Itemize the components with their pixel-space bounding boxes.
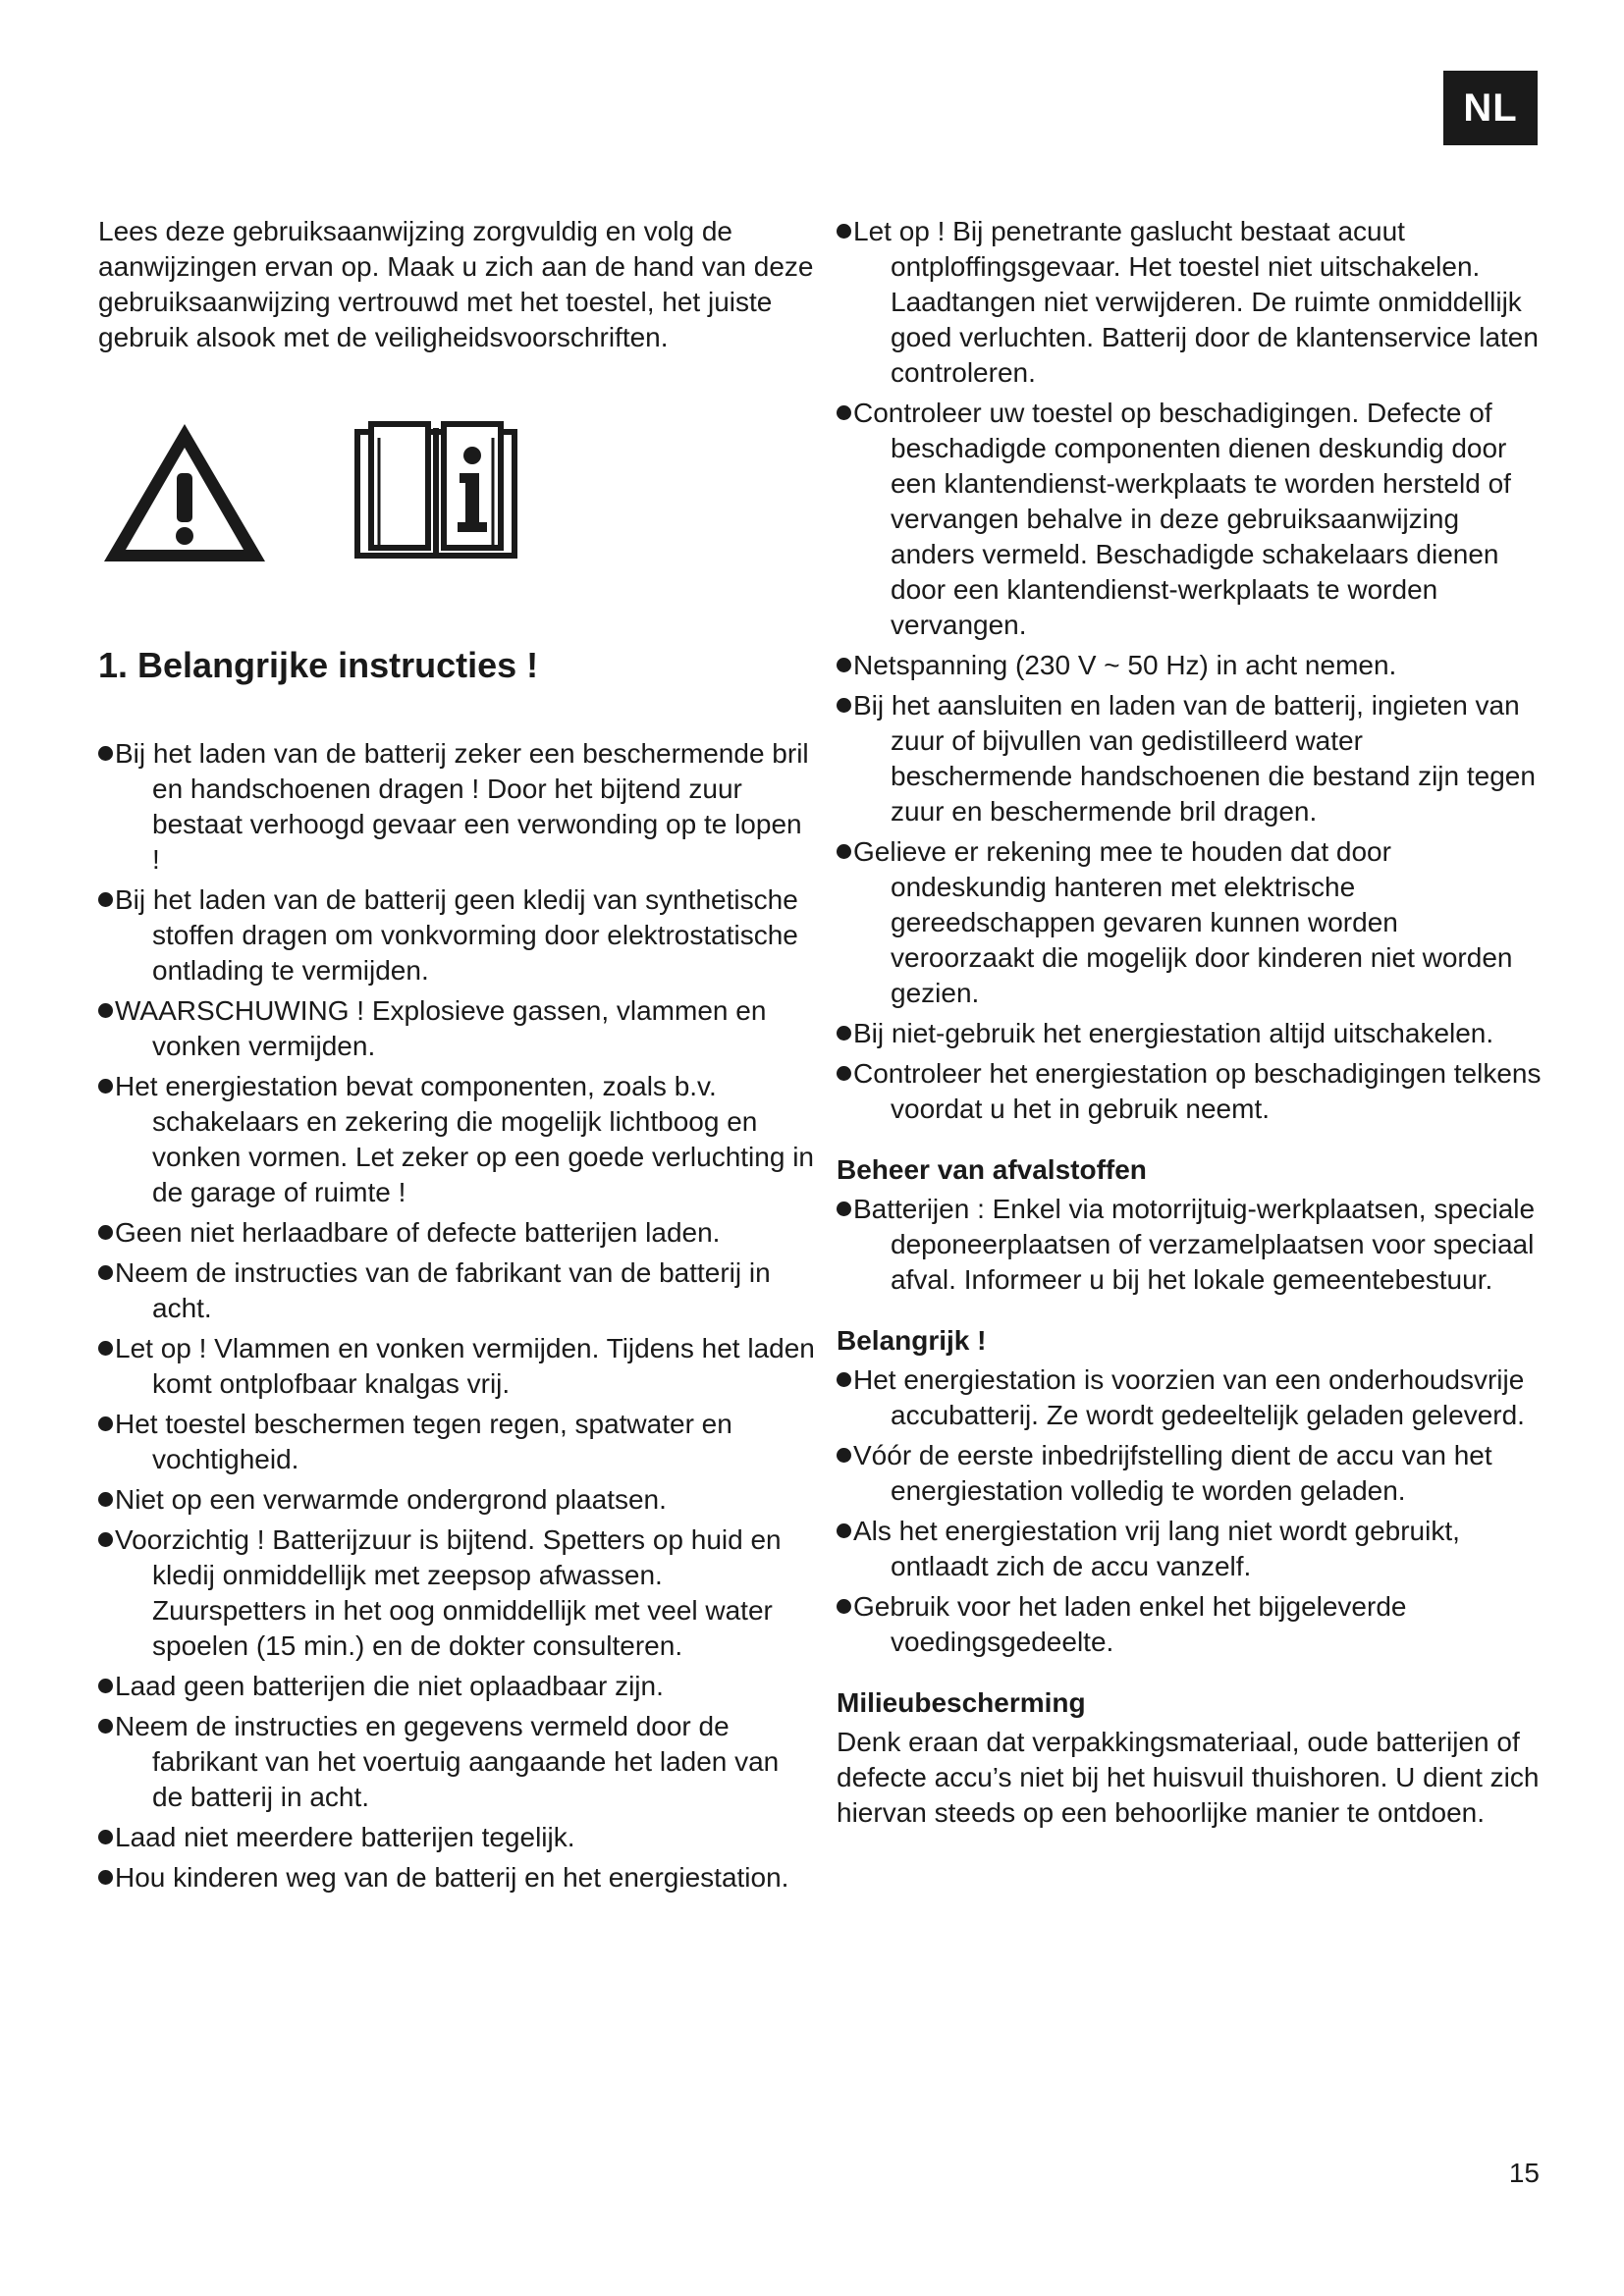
bullet-dot [837,1066,851,1081]
bullet-dot [98,1719,113,1734]
list-item: Voorzichtig ! Batterijzuur is bijtend. Spetters op huid en kledij onmiddellijk met zeepsop afwassen. Zuurspetters in het oog onmiddellijk met veel water spoelen (15 min.) en de dokter consulteren. [98,1522,815,1664]
left-bullet-list [98,736,815,1896]
list-item: Het toestel beschermen tegen regen, spatwater en vochtigheid. [98,1407,815,1477]
waste-heading: Beheer van afvalstoffen [837,1154,1147,1185]
list-item: Het energiestation bevat componenten, zoals b.v. schakelaars en zekering die mogelijk lichtboog en vonken vormen. Let zeker op een goede verluchting in de garage of ruimte ! [98,1069,815,1210]
bullet-dot [837,405,851,420]
list-item: Bij niet-gebruik het energiestation altijd uitschakelen. [837,1016,1543,1051]
list-item: Batterijen : Enkel via motorrijtuig-werkplaatsen, speciale deponeerplaatsen of verzamelplaatsen voor speciaal afval. Informeer u bij het lokale gemeentebestuur. [837,1192,1543,1298]
environment-heading: Milieubescherming [837,1687,1086,1718]
list-item: Controleer het energiestation op beschadigingen telkens voordat u het in gebruik neemt. [837,1056,1543,1127]
bullet-dot [98,1003,113,1018]
left-column [98,214,815,1900]
intro-paragraph: Lees deze gebruiksaanwijzing zorgvuldig en volg de aanwijzingen ervan op. Maak u zich aan de hand van deze gebruiksaanwijzing vertrouwd met het toestel, het juiste gebruik alsook met de veiligheidsvoorschriften. [98,216,814,352]
list-item: Neem de instructies van de fabrikant van de batterij in acht. [98,1255,815,1326]
warning-triangle-icon [98,418,271,567]
list-item: Hou kinderen weg van de batterij en het energiestation. [98,1860,815,1896]
bullet-dot [98,746,113,761]
list-item: Niet op een verwarmde ondergrond plaatsen. [98,1482,815,1518]
list-item: Laad geen batterijen die niet oplaadbaar zijn. [98,1669,815,1704]
important-bullet-list [837,1362,1543,1660]
bullet-dot [98,1265,113,1280]
page-number: 15 [1508,2158,1540,2188]
environment-paragraph: Denk eraan dat verpakkingsmateriaal, oude batterijen of defecte accu’s niet bij het huisvuil thuishoren. U dient zich hiervan steeds op een behoorlijke manier te ontdoen. [837,1727,1540,1828]
bullet-dot [837,844,851,859]
list-item: Laad niet meerdere batterijen tegelijk. [98,1820,815,1855]
bullet-dot [837,224,851,239]
right-bullet-list [837,214,1543,1127]
list-item: Controleer uw toestel op beschadigingen. Defecte of beschadigde componenten dienen deskundig door een klantendienst-werkplaats te worden hersteld of vervangen behalve in deze gebruiksaanwijzing anders vermeld. Beschadigde schakelaars dienen door een klantendienst-werkplaats te worden vervangen. [837,396,1543,643]
list-item: Bij het laden van de batterij zeker een beschermende bril en handschoenen dragen ! Door het bijtend zuur bestaat verhoogd gevaar een verwonding op te lopen ! [98,736,815,878]
section-heading: 1. Belangrijke instructies ! [98,645,539,685]
list-item: Gebruik voor het laden enkel het bijgeleverde voedingsgedeelte. [837,1589,1543,1660]
bullet-dot [98,892,113,907]
manual-info-icon [350,418,522,567]
list-item: Gelieve er rekening mee te houden dat door ondeskundig hanteren met elektrische gereedschappen gevaren kunnen worden veroorzaakt die mogelijk door kinderen niet worden gezien. [837,834,1543,1011]
bullet-dot [98,1341,113,1356]
bullet-dot [98,1679,113,1693]
list-item: Bij het laden van de batterij geen kledij van synthetische stoffen dragen om vonkvorming door elektrostatische ontlading te vermijden. [98,882,815,988]
bullet-dot [837,1448,851,1463]
bullet-dot [837,658,851,672]
bullet-dot [98,1416,113,1431]
list-item: Neem de instructies en gegevens vermeld door de fabrikant van het voertuig aangaande het laden van de batterij in acht. [98,1709,815,1815]
list-item: Als het energiestation vrij lang niet wordt gebruikt, ontlaadt zich de accu vanzelf. [837,1514,1543,1584]
bullet-dot [98,1079,113,1094]
bullet-dot [837,1599,851,1614]
list-item: Let op ! Vlammen en vonken vermijden. Tijdens het laden komt ontplofbaar knalgas vrij. [98,1331,815,1402]
important-heading: Belangrijk ! [837,1325,987,1356]
list-item: Netspanning (230 V ~ 50 Hz) in acht nemen. [837,648,1543,683]
language-badge: NL [1443,71,1538,145]
bullet-dot [837,1523,851,1538]
bullet-dot [837,1201,851,1216]
list-item: Let op ! Bij penetrante gaslucht bestaat acuut ontploffingsgevaar. Het toestel niet uitschakelen. Laadtangen niet verwijderen. De ruimte onmiddellijk goed verluchten. Batterij door de klantenservice laten controleren. [837,214,1543,391]
bullet-dot [98,1492,113,1507]
list-item: Vóór de eerste inbedrijfstelling dient de accu van het energiestation volledig te worden geladen. [837,1438,1543,1509]
bullet-dot [98,1870,113,1885]
bullet-dot [837,1372,851,1387]
bullet-dot [837,698,851,713]
waste-bullet-list [837,1192,1543,1298]
safety-icons [98,420,815,567]
list-item: WAARSCHUWING ! Explosieve gassen, vlammen en vonken vermijden. [98,993,815,1064]
bullet-dot [98,1532,113,1547]
bullet-dot [98,1830,113,1844]
list-item: Bij het aansluiten en laden van de batterij, ingieten van zuur of bijvullen van gedistilleerd water beschermende handschoenen die bestand zijn tegen zuur en beschermende bril dragen. [837,688,1543,829]
list-item: Het energiestation is voorzien van een onderhoudsvrije accubatterij. Ze wordt gedeeltelijk geladen geleverd. [837,1362,1543,1433]
bullet-dot [98,1225,113,1240]
list-item: Geen niet herlaadbare of defecte batterijen laden. [98,1215,815,1251]
bullet-dot [837,1026,851,1041]
right-column [837,214,1543,1831]
